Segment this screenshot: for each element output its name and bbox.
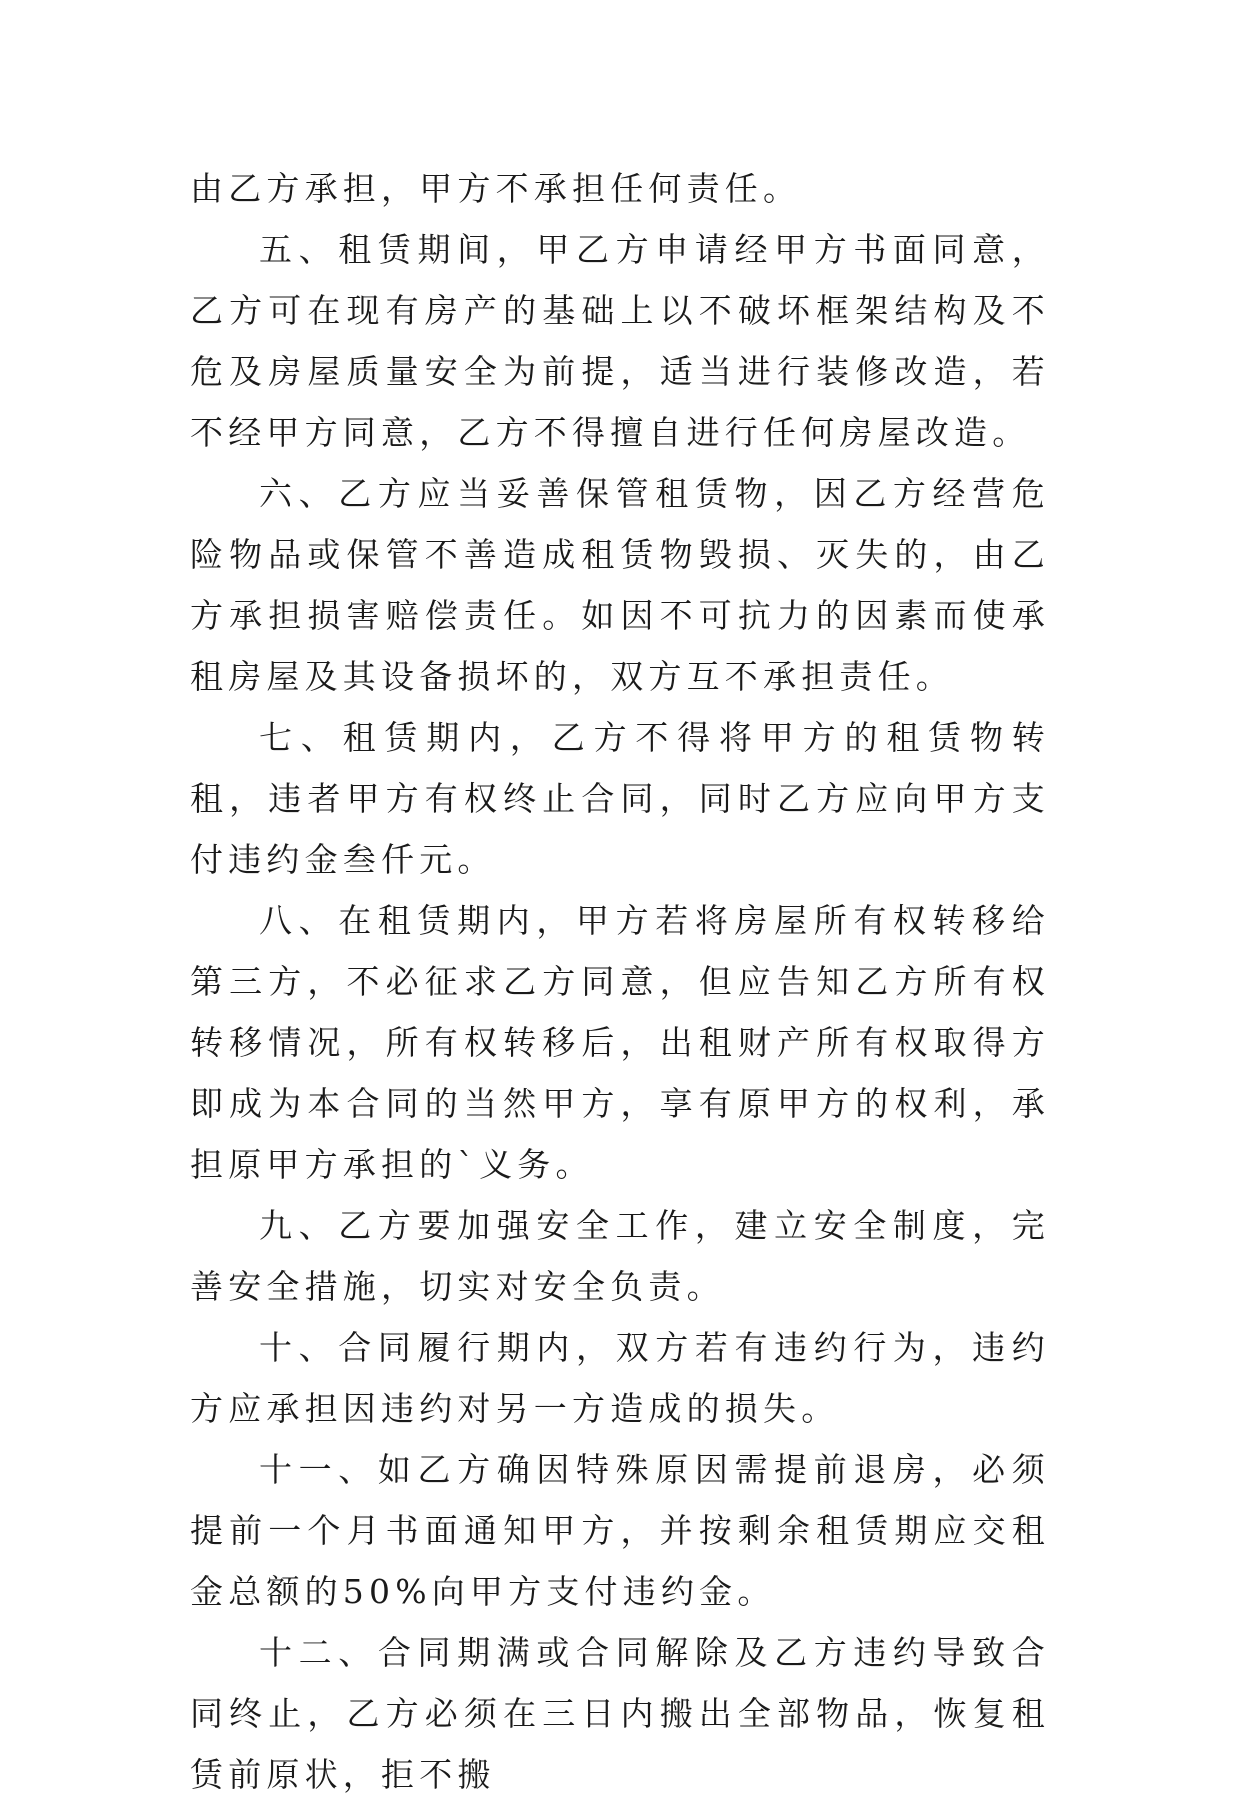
paragraph-clause-12: 十二、合同期满或合同解除及乙方违约导致合同终止，乙方必须在三日内搬出全部物品，恢复租赁前原状，拒不搬 [190,1633,1050,1794]
paragraph-continuation: 由乙方承担，甲方不承担任何责任。 [190,169,802,208]
contract-body [190,158,1050,1805]
paragraph-clause-9: 九、乙方要加强安全工作，建立安全制度，完善安全措施，切实对安全负责。 [190,1206,1050,1306]
paragraph-clause-7: 七、租赁期内，乙方不得将甲方的租赁物转租，违者甲方有权终止合同，同时乙方应向甲方支付违约金叁仟元。 [190,718,1050,879]
paragraph-clause-5: 五、租赁期间，甲乙方申请经甲方书面同意，乙方可在现有房产的基础上以不破坏框架结构及不危及房屋质量安全为前提，适当进行装修改造，若不经甲方同意，乙方不得擅自进行任何房屋改造。 [190,230,1050,452]
paragraph-clause-8: 八、在租赁期内，甲方若将房屋所有权转移给第三方，不必征求乙方同意，但应告知乙方所有权转移情况，所有权转移后，出租财产所有权取得方即成为本合同的当然甲方，享有原甲方的权利，承担原甲方承担的`义务。 [190,901,1050,1184]
paragraph-clause-6: 六、乙方应当妥善保管租赁物，因乙方经营危险物品或保管不善造成租赁物毁损、灭失的，由乙方承担损害赔偿责任。如因不可抗力的因素而使承租房屋及其设备损坏的，双方互不承担责任。 [190,474,1050,696]
paragraph-clause-11: 十一、如乙方确因特殊原因需提前退房，必须提前一个月书面通知甲方，并按剩余租赁期应交租金总额的50%向甲方支付违约金。 [190,1450,1050,1611]
paragraph-clause-10: 十、合同履行期内，双方若有违约行为，违约方应承担因违约对另一方造成的损失。 [190,1328,1050,1428]
